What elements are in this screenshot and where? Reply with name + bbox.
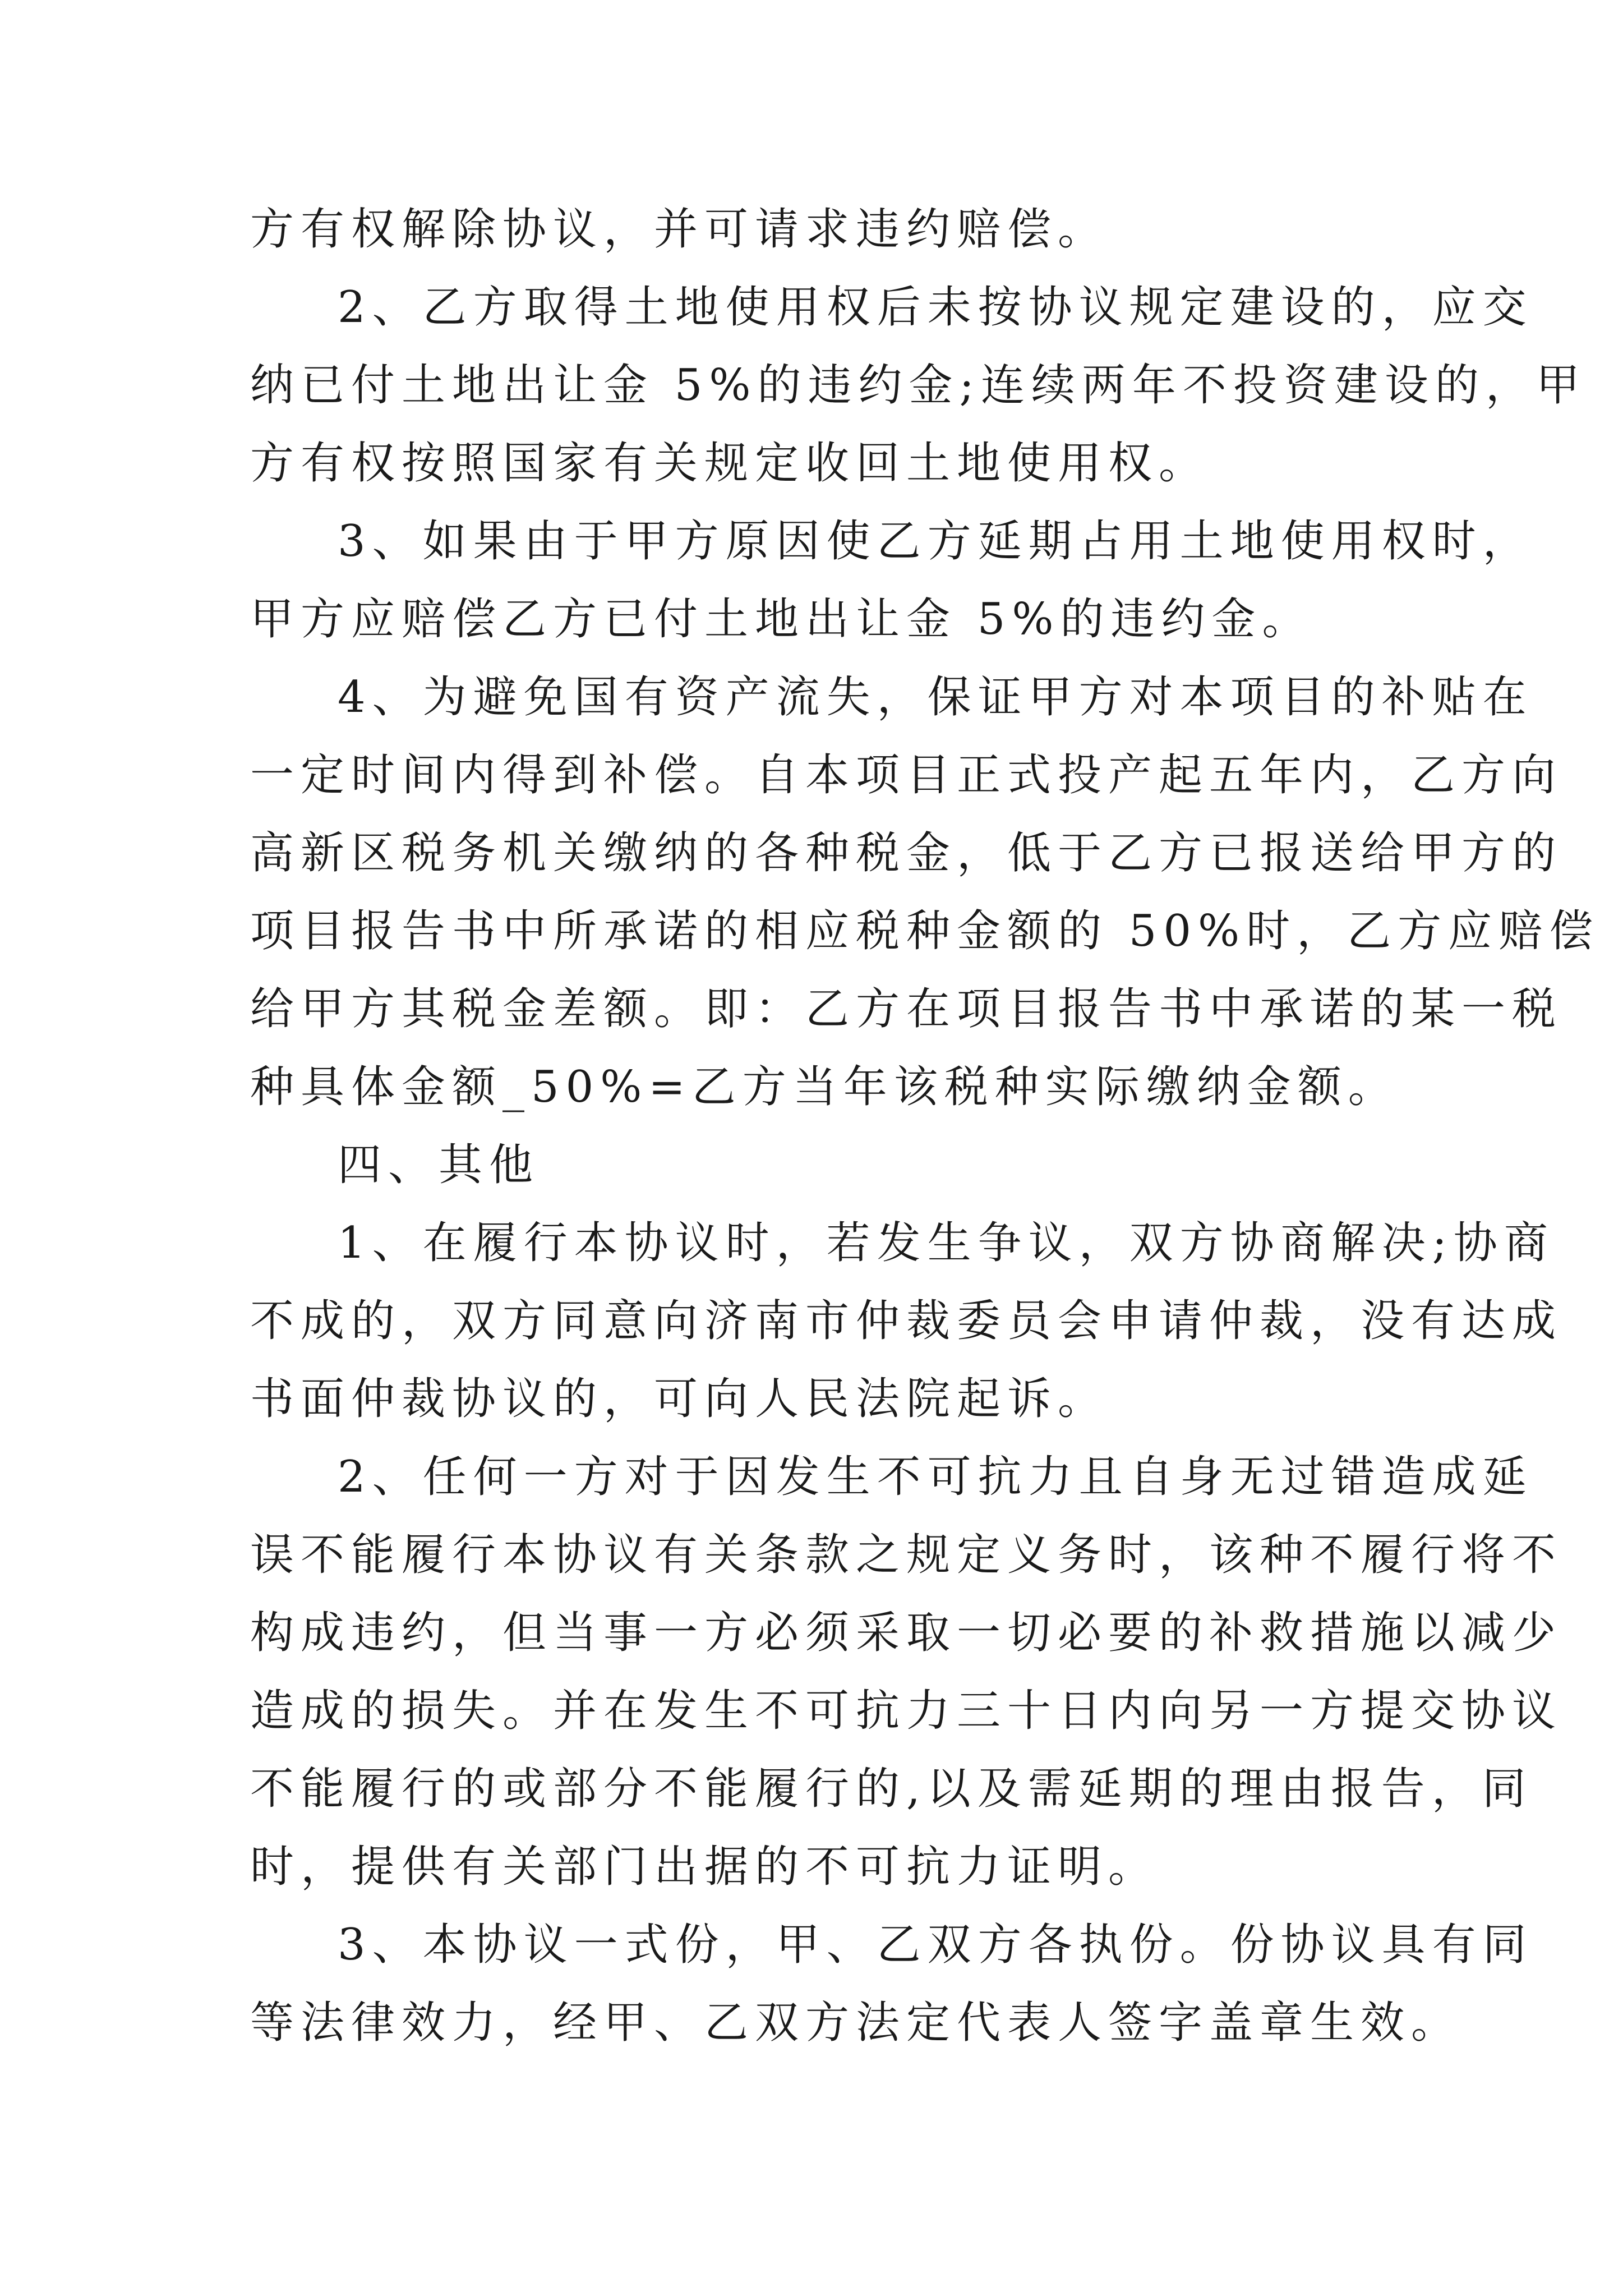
text-line: 3、本协议一式份，甲、乙双方各执份。份协议具有同 bbox=[338, 1920, 1533, 1970]
text-line: 项目报告书中所承诺的相应税种金额的 50%时，乙方应赔偿 bbox=[250, 906, 1600, 956]
text-line: 方有权解除协议，并可请求违约赔偿。 bbox=[250, 204, 1109, 255]
text-line: 4、为避免国有资产流失，保证甲方对本项目的补贴在 bbox=[338, 672, 1533, 723]
section-heading: 四、其他 bbox=[338, 1140, 540, 1190]
text-line: 造成的损失。并在发生不可抗力三十日内向另一方提交协议 bbox=[250, 1686, 1563, 1736]
text-line: 纳已付土地出让金 5%的违约金;连续两年不投资建设的，甲 bbox=[250, 360, 1587, 411]
text-line: 书面仲裁协议的，可向人民法院起诉。 bbox=[250, 1374, 1109, 1424]
text-line: 一定时间内得到补偿。自本项目正式投产起五年内，乙方向 bbox=[250, 750, 1563, 800]
text-line: 种具体金额_50%=乙方当年该税种实际缴纳金额。 bbox=[250, 1062, 1399, 1112]
text-line: 2、任何一方对于因发生不可抗力且自身无过错造成延 bbox=[338, 1452, 1533, 1502]
paragraph-6 bbox=[250, 1204, 1563, 1438]
paragraph-3 bbox=[250, 503, 1533, 659]
text-line: 高新区税务机关缴纳的各种税金，低于乙方已报送给甲方的 bbox=[250, 828, 1563, 878]
paragraph-8 bbox=[250, 1906, 1533, 2062]
text-line: 时，提供有关部门出据的不可抗力证明。 bbox=[250, 1842, 1159, 1892]
text-line: 构成违约，但当事一方必须采取一切必要的补救措施以减少 bbox=[250, 1608, 1563, 1658]
paragraph-4 bbox=[250, 659, 1600, 1126]
text-line: 不成的，双方同意向济南市仲裁委员会申请仲裁，没有达成 bbox=[250, 1296, 1563, 1346]
paragraph-7 bbox=[250, 1438, 1563, 1906]
text-line: 甲方应赔偿乙方已付土地出让金 5%的违约金。 bbox=[250, 594, 1313, 645]
document-body bbox=[250, 191, 1600, 2062]
text-line: 不能履行的或部分不能履行的,以及需延期的理由报告，同 bbox=[250, 1764, 1533, 1814]
paragraph-1 bbox=[250, 191, 1394, 269]
section-heading-other bbox=[250, 1126, 1394, 1204]
text-line: 方有权按照国家有关规定收回土地使用权。 bbox=[250, 438, 1210, 489]
text-line: 给甲方其税金差额。即：乙方在项目报告书中承诺的某一税 bbox=[250, 984, 1563, 1034]
text-line: 3、如果由于甲方原因使乙方延期占用土地使用权时， bbox=[338, 516, 1533, 567]
text-line: 误不能履行本协议有关条款之规定义务时，该种不履行将不 bbox=[250, 1530, 1563, 1580]
text-line: 等法律效力，经甲、乙双方法定代表人签字盖章生效。 bbox=[250, 1998, 1462, 2048]
text-line: 1、在履行本协议时，若发生争议，双方协商解决;协商 bbox=[338, 1218, 1555, 1268]
text-line: 2、乙方取得土地使用权后未按协议规定建设的，应交 bbox=[338, 282, 1533, 333]
paragraph-2 bbox=[250, 269, 1587, 503]
